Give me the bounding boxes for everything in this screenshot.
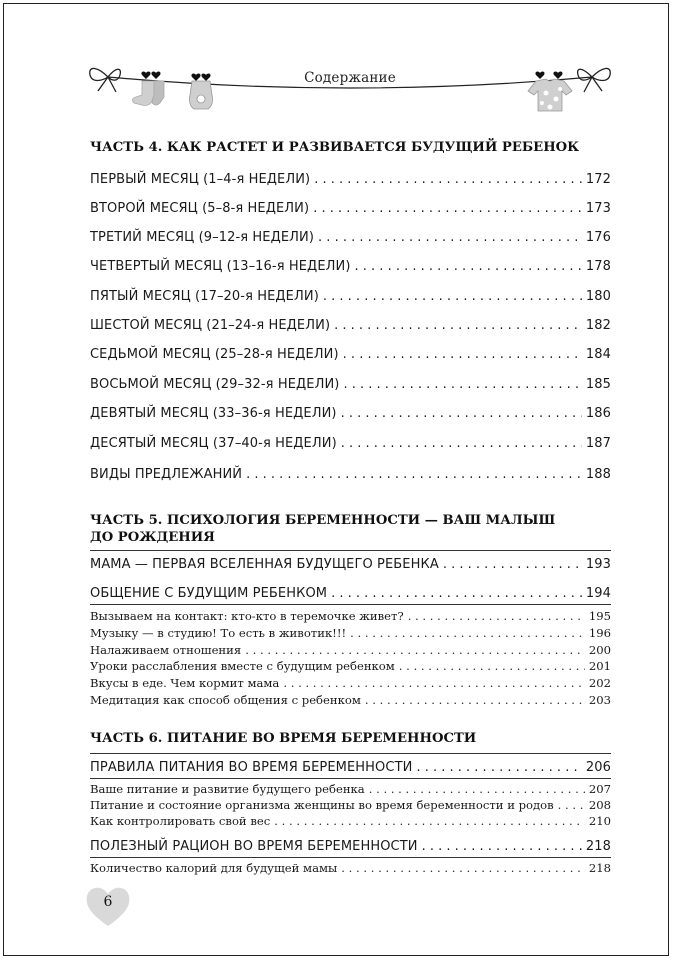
toc-entry[interactable] — [90, 839, 611, 854]
toc-subentry[interactable] — [90, 676, 611, 690]
toc-entry-page: 185 — [585, 377, 611, 392]
toc-entry[interactable] — [90, 557, 611, 572]
toc-entry[interactable] — [90, 467, 611, 482]
leader-dots — [341, 861, 585, 875]
section-divider — [90, 857, 611, 858]
leader-dots — [408, 609, 585, 623]
part-5-title-line1: ЧАСТЬ 5. ПСИХОЛОГИЯ БЕРЕМЕННОСТИ — ВАШ МАЛЫШ — [90, 513, 556, 528]
toc-subentry[interactable] — [90, 659, 611, 673]
toc-entry-label: Как контролировать свой вес — [90, 814, 271, 828]
toc-entry-page: 182 — [585, 318, 611, 333]
toc-entry-page: 194 — [585, 586, 611, 601]
toc-entry-label: Ваше питание и развитие будущего ребенка — [90, 782, 365, 796]
toc-entry-label: ПЯТЫЙ МЕСЯЦ (17–20-я НЕДЕЛИ) — [90, 289, 319, 304]
toc-entry-page: 201 — [588, 659, 611, 673]
leader-dots — [323, 289, 582, 304]
toc-subentry[interactable] — [90, 814, 611, 828]
toc-entry-label: ВТОРОЙ МЕСЯЦ (5–8-я НЕДЕЛИ) — [90, 201, 310, 216]
toc-entry-label: ДЕСЯТЫЙ МЕСЯЦ (37–40-я НЕДЕЛИ) — [90, 436, 337, 451]
toc-entry-page: 208 — [588, 798, 611, 812]
leader-dots — [365, 693, 585, 707]
toc-subentry[interactable] — [90, 643, 611, 657]
leader-dots — [350, 626, 585, 640]
leader-dots — [314, 172, 582, 187]
toc-entry-page: 173 — [585, 201, 611, 216]
toc-entry[interactable] — [90, 760, 611, 775]
toc-entry-label: ВОСЬМОЙ МЕСЯЦ (29–32-я НЕДЕЛИ) — [90, 377, 340, 392]
toc-entry-page: 176 — [585, 230, 611, 245]
section-divider — [90, 778, 611, 779]
toc-entry-page: 202 — [588, 676, 611, 690]
toc-entry-page: 188 — [585, 467, 611, 482]
clothesline-illustration — [80, 55, 620, 125]
leader-dots — [334, 318, 582, 333]
toc-entry[interactable] — [90, 586, 611, 601]
leader-dots — [341, 436, 582, 451]
page-number: 6 — [103, 894, 113, 910]
toc-entry-page: 184 — [585, 347, 611, 362]
leader-dots — [558, 798, 585, 812]
toc-entry-page: 218 — [588, 861, 611, 875]
toc-entry[interactable] — [90, 259, 611, 274]
toc-entry-page: 210 — [588, 814, 611, 828]
leader-dots — [422, 839, 582, 854]
leader-dots — [313, 201, 582, 216]
toc-entry-page: 193 — [585, 557, 611, 572]
part-4-title: ЧАСТЬ 4. КАК РАСТЕТ И РАЗВИВАЕТСЯ БУДУЩИЙ РЕБЕНОК — [90, 140, 580, 155]
part-5-title-line2: ДО РОЖДЕНИЯ — [90, 530, 215, 545]
toc-entry-page: 178 — [585, 259, 611, 274]
toc-subentry[interactable] — [90, 798, 611, 812]
section-divider — [90, 753, 611, 754]
toc-entry[interactable] — [90, 406, 611, 421]
toc-entry-label: Питание и состояние организма женщины во время беременности и родов — [90, 798, 554, 812]
toc-entry-label: ЧЕТВЕРТЫЙ МЕСЯЦ (13–16-я НЕДЕЛИ) — [90, 259, 351, 274]
page-number-badge — [85, 884, 131, 928]
leader-dots — [355, 259, 582, 274]
toc-subentry[interactable] — [90, 609, 611, 623]
toc-entry-label: ПОЛЕЗНЫЙ РАЦИОН ВО ВРЕМЯ БЕРЕМЕННОСТИ — [90, 839, 418, 854]
toc-entry[interactable] — [90, 436, 611, 451]
toc-subentry[interactable] — [90, 693, 611, 707]
section-divider — [90, 604, 611, 605]
toc-entry[interactable] — [90, 230, 611, 245]
leader-dots — [369, 782, 585, 796]
toc-entry[interactable] — [90, 201, 611, 216]
leader-dots — [341, 406, 582, 421]
toc-entry-label: СЕДЬМОЙ МЕСЯЦ (25–28-я НЕДЕЛИ) — [90, 347, 339, 362]
toc-entry-label: Музыку — в студию! То есть в животик!!! — [90, 626, 347, 640]
toc-subentry[interactable] — [90, 861, 611, 875]
toc-entry-label: Уроки расслабления вместе с будущим ребенком — [90, 659, 395, 673]
toc-entry-label: ДЕВЯТЫЙ МЕСЯЦ (33–36-я НЕДЕЛИ) — [90, 406, 337, 421]
toc-entry-label: Налаживаем отношения — [90, 643, 242, 657]
toc-entry-page: 195 — [588, 609, 611, 623]
toc-entry-page: 180 — [585, 289, 611, 304]
leader-dots — [343, 377, 581, 392]
toc-subentry[interactable] — [90, 626, 611, 640]
header-title: Содержание — [304, 70, 396, 86]
toc-entry-label: ПЕРВЫЙ МЕСЯЦ (1–4-я НЕДЕЛИ) — [90, 172, 311, 187]
toc-entry-page: 186 — [585, 406, 611, 421]
toc-entry[interactable] — [90, 347, 611, 362]
toc-entry-page: 203 — [588, 693, 611, 707]
leader-dots — [416, 760, 581, 775]
toc-entry[interactable] — [90, 318, 611, 333]
section-divider — [90, 550, 611, 551]
toc-entry-page: 206 — [585, 760, 611, 775]
toc-entry[interactable] — [90, 289, 611, 304]
part-5-title — [90, 512, 590, 546]
toc-entry-label: Вызываем на контакт: кто-кто в теремочке живет? — [90, 609, 404, 623]
leader-dots — [318, 230, 582, 245]
toc-entry-page: 218 — [585, 839, 611, 854]
leader-dots — [246, 467, 582, 482]
leader-dots — [245, 643, 585, 657]
toc-entry-page: 196 — [588, 626, 611, 640]
toc-entry-label: МАМА — ПЕРВАЯ ВСЕЛЕННАЯ БУДУЩЕГО РЕБЕНКА — [90, 557, 439, 572]
toc-entry-label: ВИДЫ ПРЕДЛЕЖАНИЙ — [90, 467, 243, 482]
toc-entry-label: Количество калорий для будущей мамы — [90, 861, 338, 875]
header — [80, 55, 620, 125]
toc-entry[interactable] — [90, 172, 611, 187]
toc-entry-page: 172 — [585, 172, 611, 187]
leader-dots — [443, 557, 582, 572]
toc-entry-page: 187 — [585, 436, 611, 451]
toc-entry-label: Медитация как способ общения с ребенком — [90, 693, 361, 707]
toc-entry-label: Вкусы в еде. Чем кормит мама — [90, 676, 280, 690]
part-6-title: ЧАСТЬ 6. ПИТАНИЕ ВО ВРЕМЯ БЕРЕМЕННОСТИ — [90, 731, 477, 746]
toc-entry-page: 200 — [588, 643, 611, 657]
toc-entry-label: ТРЕТИЙ МЕСЯЦ (9–12-я НЕДЕЛИ) — [90, 230, 315, 245]
toc-entry[interactable] — [90, 377, 611, 392]
toc-entry-label: ОБЩЕНИЕ С БУДУЩИМ РЕБЕНКОМ — [90, 586, 328, 601]
leader-dots — [399, 659, 585, 673]
toc-entry-label: ШЕСТОЙ МЕСЯЦ (21–24-я НЕДЕЛИ) — [90, 318, 331, 333]
leader-dots — [331, 586, 582, 601]
toc-subentry[interactable] — [90, 782, 611, 796]
toc-entry-page: 207 — [588, 782, 611, 796]
leader-dots — [283, 676, 585, 690]
toc-entry-label: ПРАВИЛА ПИТАНИЯ ВО ВРЕМЯ БЕРЕМЕННОСТИ — [90, 760, 413, 775]
leader-dots — [343, 347, 582, 362]
leader-dots — [274, 814, 585, 828]
